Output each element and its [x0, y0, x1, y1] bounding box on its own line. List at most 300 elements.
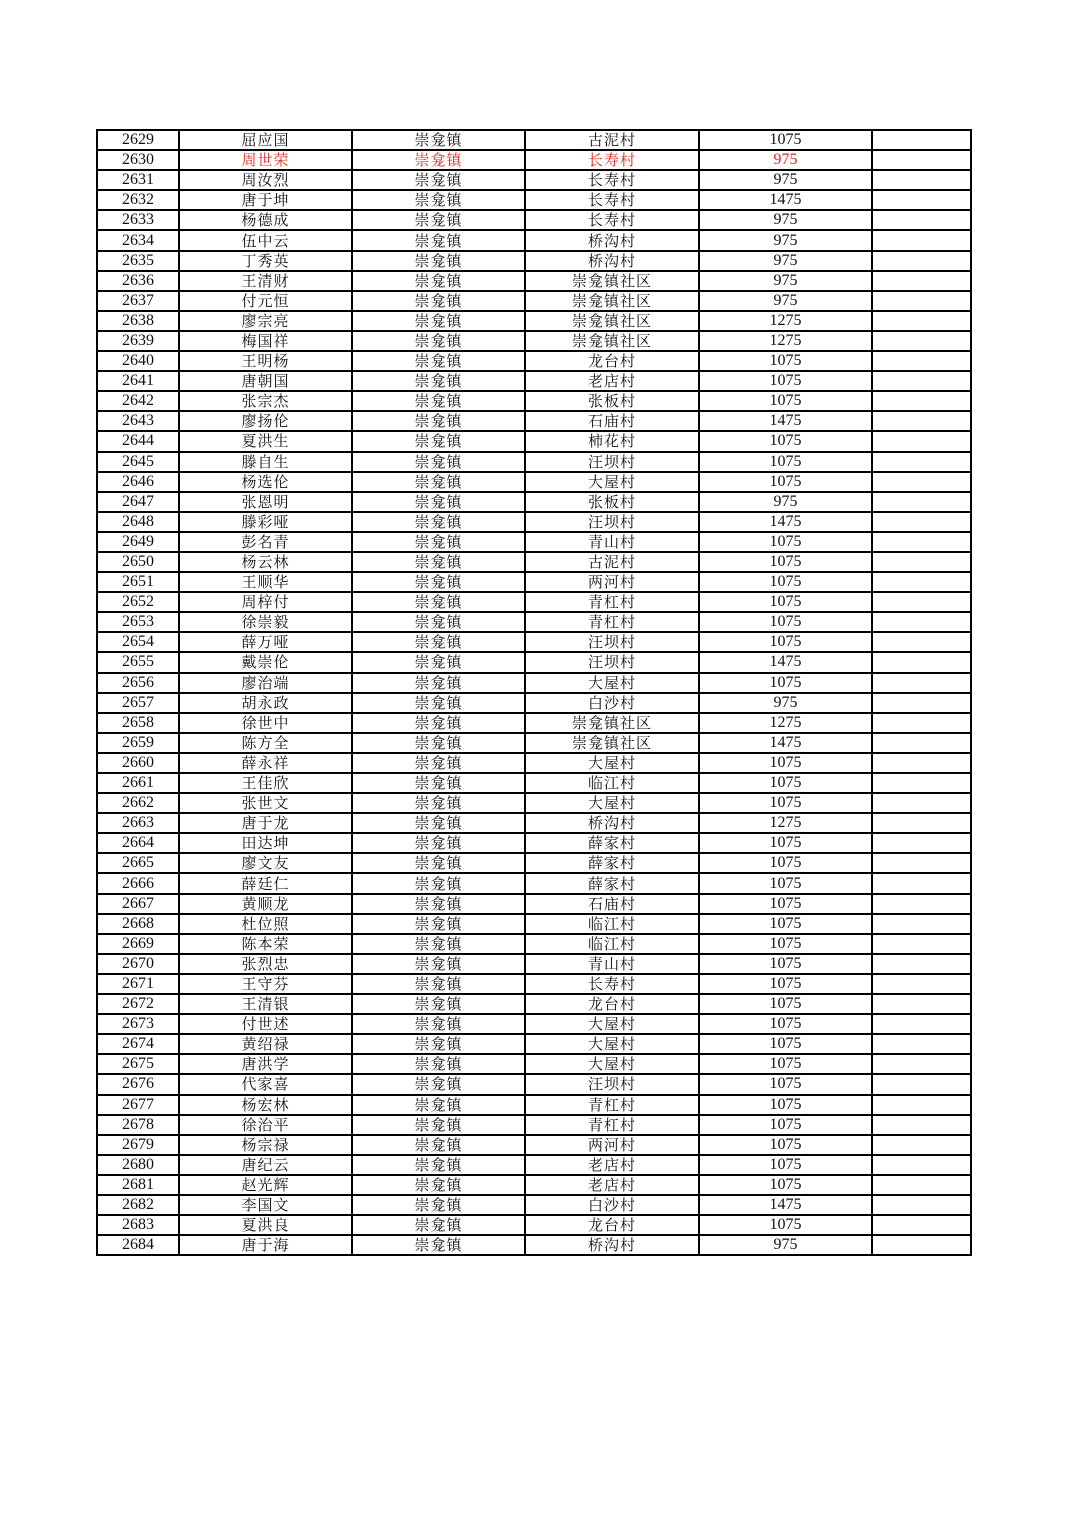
table-row	[97, 894, 971, 914]
note-cell	[872, 753, 971, 773]
row-number-cell: 2660	[97, 753, 179, 773]
town-cell: 崇龛镇	[352, 833, 525, 853]
village-cell: 张板村	[525, 391, 699, 411]
name-cell: 夏洪生	[179, 431, 352, 451]
note-cell	[872, 1195, 971, 1215]
name-cell: 唐朝国	[179, 371, 352, 391]
amount-cell: 1075	[699, 994, 872, 1014]
town-cell: 崇龛镇	[352, 452, 525, 472]
amount-cell: 975	[699, 230, 872, 250]
town-cell: 崇龛镇	[352, 1135, 525, 1155]
row-number-cell: 2643	[97, 411, 179, 431]
amount-cell: 1075	[699, 853, 872, 873]
village-cell: 青杠村	[525, 592, 699, 612]
roster-sheet	[96, 129, 972, 1256]
name-cell: 廖扬伦	[179, 411, 352, 431]
amount-cell: 1075	[699, 1155, 872, 1175]
village-cell: 古泥村	[525, 130, 699, 150]
table-row	[97, 230, 971, 250]
row-number-cell: 2673	[97, 1014, 179, 1034]
roster-body	[97, 130, 971, 1255]
town-cell: 崇龛镇	[352, 431, 525, 451]
village-cell: 大屋村	[525, 1034, 699, 1054]
table-row	[97, 954, 971, 974]
table-row	[97, 1215, 971, 1235]
village-cell: 汪坝村	[525, 632, 699, 652]
name-cell: 徐治平	[179, 1115, 352, 1135]
row-number-cell: 2664	[97, 833, 179, 853]
row-number-cell: 2658	[97, 713, 179, 733]
name-cell: 周世荣	[179, 150, 352, 170]
row-number-cell: 2674	[97, 1034, 179, 1054]
row-number-cell: 2631	[97, 170, 179, 190]
village-cell: 青山村	[525, 954, 699, 974]
name-cell: 王佳欣	[179, 773, 352, 793]
row-number-cell: 2668	[97, 914, 179, 934]
table-row	[97, 452, 971, 472]
amount-cell: 1075	[699, 954, 872, 974]
note-cell	[872, 411, 971, 431]
table-row	[97, 1014, 971, 1034]
name-cell: 丁秀英	[179, 251, 352, 271]
name-cell: 付元恒	[179, 291, 352, 311]
note-cell	[872, 291, 971, 311]
name-cell: 屈应国	[179, 130, 352, 150]
row-number-cell: 2638	[97, 311, 179, 331]
row-number-cell: 2646	[97, 472, 179, 492]
amount-cell: 1075	[699, 391, 872, 411]
village-cell: 汪坝村	[525, 512, 699, 532]
note-cell	[872, 371, 971, 391]
name-cell: 杨德成	[179, 210, 352, 230]
row-number-cell: 2636	[97, 271, 179, 291]
note-cell	[872, 914, 971, 934]
row-number-cell: 2684	[97, 1235, 179, 1255]
amount-cell: 1075	[699, 894, 872, 914]
row-number-cell: 2629	[97, 130, 179, 150]
name-cell: 伍中云	[179, 230, 352, 250]
table-row	[97, 291, 971, 311]
name-cell: 杨云林	[179, 552, 352, 572]
amount-cell: 1075	[699, 1054, 872, 1074]
town-cell: 崇龛镇	[352, 1095, 525, 1115]
table-row	[97, 873, 971, 893]
table-row	[97, 1034, 971, 1054]
amount-cell: 1075	[699, 753, 872, 773]
village-cell: 长寿村	[525, 170, 699, 190]
amount-cell: 975	[699, 170, 872, 190]
row-number-cell: 2633	[97, 210, 179, 230]
name-cell: 田达坤	[179, 833, 352, 853]
village-cell: 白沙村	[525, 693, 699, 713]
note-cell	[872, 592, 971, 612]
row-number-cell: 2632	[97, 190, 179, 210]
town-cell: 崇龛镇	[352, 230, 525, 250]
row-number-cell: 2637	[97, 291, 179, 311]
note-cell	[872, 1155, 971, 1175]
row-number-cell: 2682	[97, 1195, 179, 1215]
village-cell: 龙台村	[525, 351, 699, 371]
name-cell: 薛廷仁	[179, 873, 352, 893]
name-cell: 廖治端	[179, 673, 352, 693]
amount-cell: 1075	[699, 1095, 872, 1115]
note-cell	[872, 311, 971, 331]
note-cell	[872, 532, 971, 552]
note-cell	[872, 1014, 971, 1034]
row-number-cell: 2667	[97, 894, 179, 914]
town-cell: 崇龛镇	[352, 793, 525, 813]
row-number-cell: 2649	[97, 532, 179, 552]
note-cell	[872, 210, 971, 230]
town-cell: 崇龛镇	[352, 512, 525, 532]
name-cell: 周汝烈	[179, 170, 352, 190]
village-cell: 长寿村	[525, 210, 699, 230]
amount-cell: 1075	[699, 532, 872, 552]
note-cell	[872, 130, 971, 150]
village-cell: 大屋村	[525, 1054, 699, 1074]
name-cell: 代家喜	[179, 1074, 352, 1094]
table-row	[97, 853, 971, 873]
amount-cell: 975	[699, 291, 872, 311]
row-number-cell: 2642	[97, 391, 179, 411]
village-cell: 长寿村	[525, 150, 699, 170]
row-number-cell: 2661	[97, 773, 179, 793]
village-cell: 老店村	[525, 371, 699, 391]
table-row	[97, 492, 971, 512]
amount-cell: 1075	[699, 452, 872, 472]
town-cell: 崇龛镇	[352, 1054, 525, 1074]
row-number-cell: 2678	[97, 1115, 179, 1135]
village-cell: 大屋村	[525, 673, 699, 693]
village-cell: 老店村	[525, 1175, 699, 1195]
town-cell: 崇龛镇	[352, 592, 525, 612]
table-row	[97, 733, 971, 753]
town-cell: 崇龛镇	[352, 190, 525, 210]
row-number-cell: 2659	[97, 733, 179, 753]
note-cell	[872, 472, 971, 492]
amount-cell: 1075	[699, 612, 872, 632]
table-row	[97, 1115, 971, 1135]
town-cell: 崇龛镇	[352, 693, 525, 713]
note-cell	[872, 1054, 971, 1074]
village-cell: 临江村	[525, 914, 699, 934]
village-cell: 石庙村	[525, 411, 699, 431]
name-cell: 李国文	[179, 1195, 352, 1215]
village-cell: 汪坝村	[525, 652, 699, 672]
amount-cell: 1075	[699, 431, 872, 451]
row-number-cell: 2655	[97, 652, 179, 672]
note-cell	[872, 693, 971, 713]
town-cell: 崇龛镇	[352, 894, 525, 914]
table-row	[97, 833, 971, 853]
village-cell: 崇龛镇社区	[525, 713, 699, 733]
name-cell: 唐于龙	[179, 813, 352, 833]
name-cell: 廖文友	[179, 853, 352, 873]
amount-cell: 1075	[699, 673, 872, 693]
name-cell: 周梓付	[179, 592, 352, 612]
village-cell: 古泥村	[525, 552, 699, 572]
village-cell: 桥沟村	[525, 230, 699, 250]
note-cell	[872, 974, 971, 994]
name-cell: 赵光辉	[179, 1175, 352, 1195]
name-cell: 薛万哑	[179, 632, 352, 652]
name-cell: 唐纪云	[179, 1155, 352, 1175]
town-cell: 崇龛镇	[352, 713, 525, 733]
amount-cell: 975	[699, 492, 872, 512]
amount-cell: 1275	[699, 311, 872, 331]
note-cell	[872, 230, 971, 250]
amount-cell: 1075	[699, 1074, 872, 1094]
table-row	[97, 411, 971, 431]
table-row	[97, 130, 971, 150]
table-row	[97, 693, 971, 713]
town-cell: 崇龛镇	[352, 291, 525, 311]
amount-cell: 1075	[699, 1034, 872, 1054]
amount-cell: 1075	[699, 873, 872, 893]
row-number-cell: 2647	[97, 492, 179, 512]
amount-cell: 1275	[699, 813, 872, 833]
table-row	[97, 592, 971, 612]
table-row	[97, 813, 971, 833]
town-cell: 崇龛镇	[352, 331, 525, 351]
town-cell: 崇龛镇	[352, 753, 525, 773]
note-cell	[872, 452, 971, 472]
town-cell: 崇龛镇	[352, 954, 525, 974]
table-row	[97, 170, 971, 190]
row-number-cell: 2653	[97, 612, 179, 632]
name-cell: 唐于坤	[179, 190, 352, 210]
row-number-cell: 2644	[97, 431, 179, 451]
town-cell: 崇龛镇	[352, 914, 525, 934]
name-cell: 陈方全	[179, 733, 352, 753]
name-cell: 唐洪学	[179, 1054, 352, 1074]
name-cell: 薛永祥	[179, 753, 352, 773]
village-cell: 大屋村	[525, 793, 699, 813]
town-cell: 崇龛镇	[352, 130, 525, 150]
note-cell	[872, 673, 971, 693]
amount-cell: 975	[699, 150, 872, 170]
amount-cell: 1075	[699, 472, 872, 492]
town-cell: 崇龛镇	[352, 572, 525, 592]
table-row	[97, 974, 971, 994]
amount-cell: 1075	[699, 914, 872, 934]
name-cell: 杨宗禄	[179, 1135, 352, 1155]
amount-cell: 1075	[699, 552, 872, 572]
note-cell	[872, 632, 971, 652]
village-cell: 大屋村	[525, 753, 699, 773]
amount-cell: 1075	[699, 773, 872, 793]
row-number-cell: 2630	[97, 150, 179, 170]
table-row	[97, 552, 971, 572]
village-cell: 崇龛镇社区	[525, 271, 699, 291]
town-cell: 崇龛镇	[352, 492, 525, 512]
village-cell: 柿花村	[525, 431, 699, 451]
name-cell: 王明杨	[179, 351, 352, 371]
amount-cell: 1075	[699, 793, 872, 813]
row-number-cell: 2665	[97, 853, 179, 873]
village-cell: 大屋村	[525, 1014, 699, 1034]
row-number-cell: 2679	[97, 1135, 179, 1155]
name-cell: 杨宏林	[179, 1095, 352, 1115]
table-row	[97, 271, 971, 291]
table-row	[97, 431, 971, 451]
row-number-cell: 2666	[97, 873, 179, 893]
table-row	[97, 391, 971, 411]
row-number-cell: 2683	[97, 1215, 179, 1235]
amount-cell: 975	[699, 210, 872, 230]
row-number-cell: 2639	[97, 331, 179, 351]
name-cell: 滕彩哑	[179, 512, 352, 532]
village-cell: 张板村	[525, 492, 699, 512]
town-cell: 崇龛镇	[352, 1175, 525, 1195]
note-cell	[872, 1115, 971, 1135]
table-row	[97, 1135, 971, 1155]
amount-cell: 1075	[699, 632, 872, 652]
village-cell: 龙台村	[525, 1215, 699, 1235]
name-cell: 徐崇毅	[179, 612, 352, 632]
town-cell: 崇龛镇	[352, 371, 525, 391]
note-cell	[872, 1074, 971, 1094]
amount-cell: 1275	[699, 713, 872, 733]
village-cell: 青山村	[525, 532, 699, 552]
town-cell: 崇龛镇	[352, 1195, 525, 1215]
village-cell: 汪坝村	[525, 452, 699, 472]
row-number-cell: 2657	[97, 693, 179, 713]
row-number-cell: 2677	[97, 1095, 179, 1115]
table-row	[97, 512, 971, 532]
amount-cell: 1475	[699, 652, 872, 672]
name-cell: 杜位照	[179, 914, 352, 934]
note-cell	[872, 512, 971, 532]
amount-cell: 975	[699, 1235, 872, 1255]
village-cell: 两河村	[525, 572, 699, 592]
name-cell: 张宗杰	[179, 391, 352, 411]
village-cell: 长寿村	[525, 974, 699, 994]
table-row	[97, 472, 971, 492]
amount-cell: 1475	[699, 411, 872, 431]
amount-cell: 1075	[699, 592, 872, 612]
table-row	[97, 773, 971, 793]
name-cell: 王清财	[179, 271, 352, 291]
town-cell: 崇龛镇	[352, 974, 525, 994]
row-number-cell: 2634	[97, 230, 179, 250]
town-cell: 崇龛镇	[352, 1074, 525, 1094]
amount-cell: 1075	[699, 371, 872, 391]
village-cell: 临江村	[525, 773, 699, 793]
village-cell: 桥沟村	[525, 813, 699, 833]
name-cell: 唐于海	[179, 1235, 352, 1255]
note-cell	[872, 894, 971, 914]
village-cell: 青杠村	[525, 612, 699, 632]
town-cell: 崇龛镇	[352, 934, 525, 954]
village-cell: 薛家村	[525, 833, 699, 853]
row-number-cell: 2654	[97, 632, 179, 652]
town-cell: 崇龛镇	[352, 210, 525, 230]
table-row	[97, 914, 971, 934]
village-cell: 石庙村	[525, 894, 699, 914]
name-cell: 付世述	[179, 1014, 352, 1034]
amount-cell: 1075	[699, 1215, 872, 1235]
town-cell: 崇龛镇	[352, 813, 525, 833]
note-cell	[872, 773, 971, 793]
row-number-cell: 2652	[97, 592, 179, 612]
town-cell: 崇龛镇	[352, 652, 525, 672]
town-cell: 崇龛镇	[352, 311, 525, 331]
name-cell: 王顺华	[179, 572, 352, 592]
note-cell	[872, 994, 971, 1014]
town-cell: 崇龛镇	[352, 873, 525, 893]
row-number-cell: 2641	[97, 371, 179, 391]
town-cell: 崇龛镇	[352, 351, 525, 371]
row-number-cell: 2680	[97, 1155, 179, 1175]
table-row	[97, 1054, 971, 1074]
note-cell	[872, 853, 971, 873]
amount-cell: 1075	[699, 974, 872, 994]
town-cell: 崇龛镇	[352, 673, 525, 693]
table-row	[97, 1195, 971, 1215]
note-cell	[872, 170, 971, 190]
village-cell: 大屋村	[525, 472, 699, 492]
name-cell: 胡永政	[179, 693, 352, 713]
row-number-cell: 2656	[97, 673, 179, 693]
name-cell: 张烈忠	[179, 954, 352, 974]
village-cell: 桥沟村	[525, 251, 699, 271]
town-cell: 崇龛镇	[352, 853, 525, 873]
table-row	[97, 1074, 971, 1094]
note-cell	[872, 1175, 971, 1195]
village-cell: 崇龛镇社区	[525, 331, 699, 351]
amount-cell: 1475	[699, 1195, 872, 1215]
table-row	[97, 351, 971, 371]
note-cell	[872, 1215, 971, 1235]
amount-cell: 1075	[699, 833, 872, 853]
table-row	[97, 311, 971, 331]
name-cell: 王清银	[179, 994, 352, 1014]
town-cell: 崇龛镇	[352, 170, 525, 190]
village-cell: 两河村	[525, 1135, 699, 1155]
row-number-cell: 2645	[97, 452, 179, 472]
table-row	[97, 713, 971, 733]
note-cell	[872, 934, 971, 954]
row-number-cell: 2640	[97, 351, 179, 371]
town-cell: 崇龛镇	[352, 1215, 525, 1235]
table-row	[97, 1175, 971, 1195]
row-number-cell: 2648	[97, 512, 179, 532]
village-cell: 薛家村	[525, 853, 699, 873]
row-number-cell: 2672	[97, 994, 179, 1014]
row-number-cell: 2662	[97, 793, 179, 813]
note-cell	[872, 431, 971, 451]
name-cell: 张恩明	[179, 492, 352, 512]
note-cell	[872, 793, 971, 813]
village-cell: 崇龛镇社区	[525, 311, 699, 331]
village-cell: 桥沟村	[525, 1235, 699, 1255]
note-cell	[872, 572, 971, 592]
table-row	[97, 371, 971, 391]
village-cell: 崇龛镇社区	[525, 733, 699, 753]
village-cell: 白沙村	[525, 1195, 699, 1215]
table-row	[97, 652, 971, 672]
row-number-cell: 2635	[97, 251, 179, 271]
town-cell: 崇龛镇	[352, 251, 525, 271]
table-row	[97, 934, 971, 954]
table-row	[97, 793, 971, 813]
amount-cell: 1075	[699, 1014, 872, 1034]
note-cell	[872, 733, 971, 753]
name-cell: 杨选伦	[179, 472, 352, 492]
row-number-cell: 2681	[97, 1175, 179, 1195]
table-row	[97, 1235, 971, 1255]
